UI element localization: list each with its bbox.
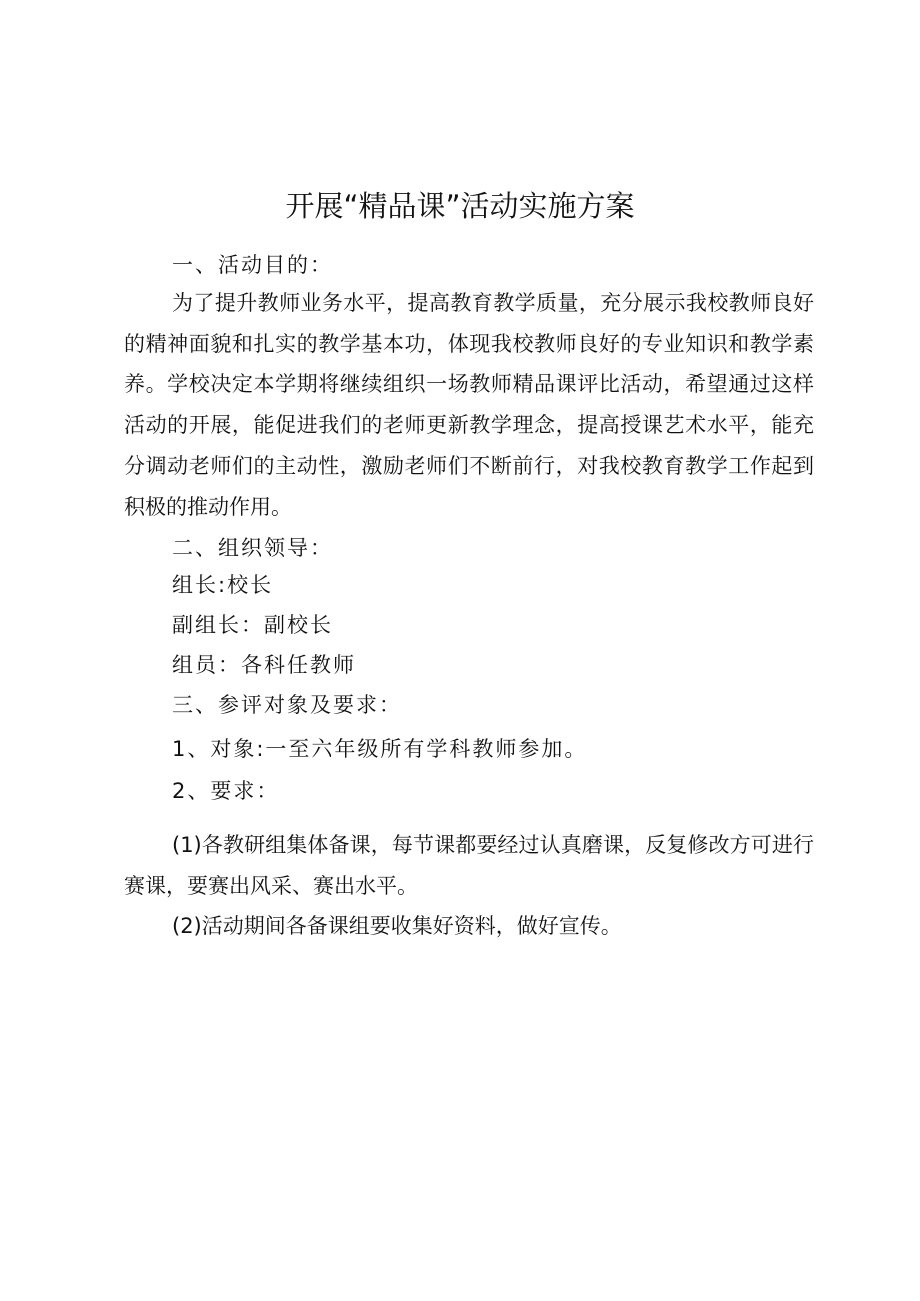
document-title: 开展“精品课”活动实施方案: [285, 189, 635, 223]
section3-heading: 三、参评对象及要求：: [172, 693, 402, 717]
group-leader: 组长:校长: [172, 573, 274, 597]
section1-heading: 一、活动目的：: [172, 253, 333, 277]
section2-heading: 二、组织领导：: [172, 536, 333, 560]
section1-body: 为了提升教师业务水平，提高教育教学质量，充分展示我校教师良好的精神面貌和扎实的教学基本功，体现我校教师良好的专业知识和教学素养。学校决定本学期将继续组织一场教师精品课评比活动，希望通过这样活动的开展，能促进我们的老师更新教学理念，提高授课艺术水平，能充分调动老师们的主动性，激励老师们不断前行，对我校教育教学工作起到积极的推动作用。: [124, 291, 814, 519]
requirement-1: (1)各教研组集体备课，每节课都要经过认真磨课，反复修改方可进行赛课，要赛出风采、赛出水平。: [124, 833, 814, 898]
group-members: 组员：各科任教师: [172, 653, 356, 677]
target-item: 1、对象:一至六年级所有学科教师参加。: [172, 737, 588, 761]
requirement-2: (2)活动期间各备课组要收集好资料，做好宣传。: [172, 914, 622, 938]
deputy-leader: 副组长：副校长: [172, 613, 333, 637]
requirements-item: 2、要求：: [172, 779, 280, 803]
